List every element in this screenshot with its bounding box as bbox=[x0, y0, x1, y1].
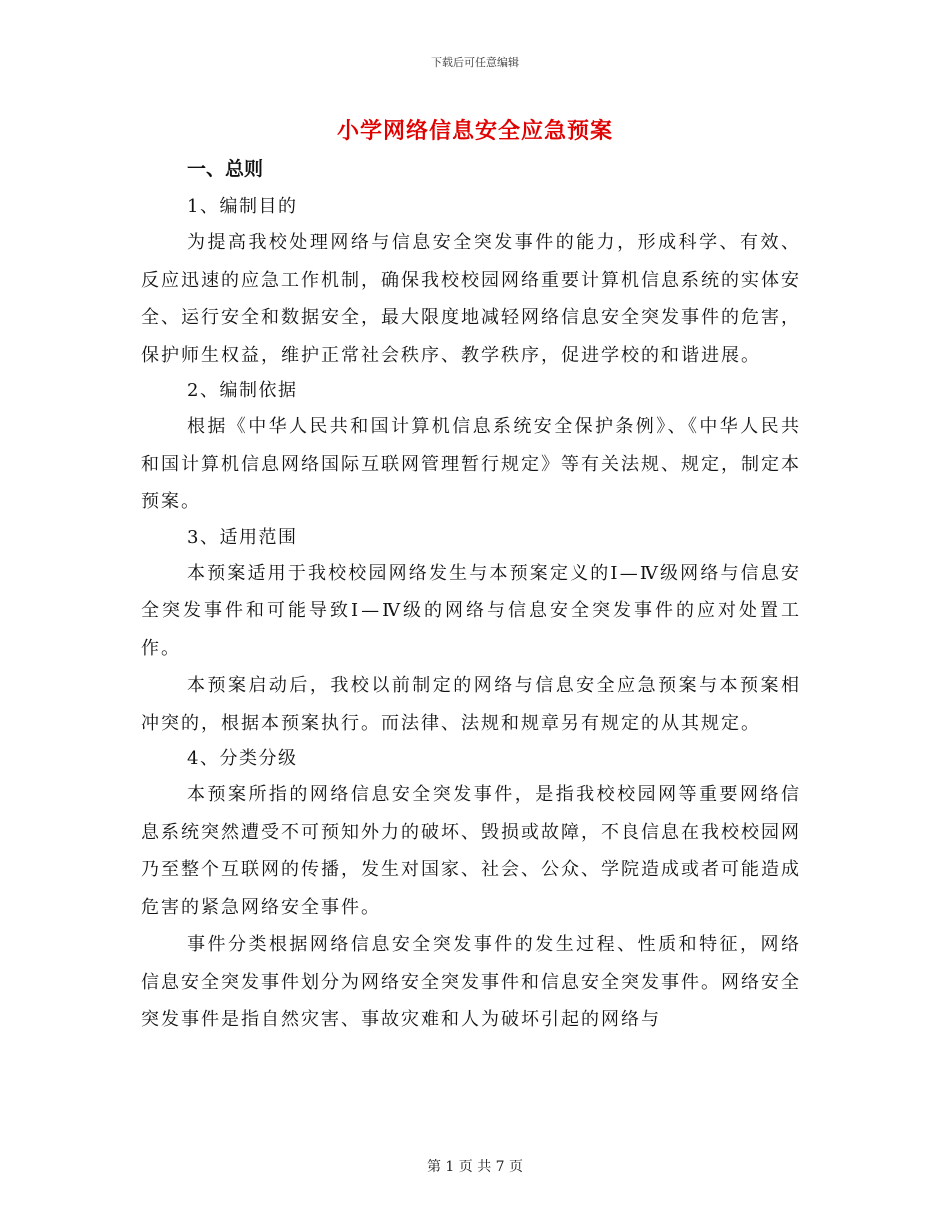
subsection-heading-scope: 3、适用范围 bbox=[187, 526, 298, 548]
header-note: 下载后可任意编辑 bbox=[431, 56, 519, 69]
subsection-heading-purpose: 1、编制目的 bbox=[187, 196, 298, 217]
page-number: 第 1 页 共 7 页 bbox=[426, 1159, 524, 1175]
subsection-heading-basis: 2、编制依据 bbox=[187, 380, 298, 401]
paragraph-purpose: 为提高我校处理网络与信息安全突发事件的能力，形成科学、有效、反应迅速的应急工作机制，确保我校校园网络重要计算机信息系统的实体安全、运行安全和数据安全，最大限度地减轻网络信息安全突发事件的危害，保护师生权益，维护正常社会秩序、教学秩序，促进学校的和谐进展。 bbox=[141, 232, 801, 366]
paragraph-basis: 根据《中华人民共和国计算机信息系统安全保护条例》、《中华人民共和国计算机信息网络国际互联网管理暂行规定》等有关法规、规定，制定本预案。 bbox=[141, 416, 801, 512]
document-title: 小学网络信息安全应急预案 bbox=[336, 118, 613, 144]
paragraph-scope-2: 本预案启动后，我校以前制定的网络与信息安全应急预案与本预案相冲突的，根据本预案执行。而法律、法规和规章另有规定的从其规定。 bbox=[141, 675, 801, 734]
paragraph-scope-1: 本预案适用于我校校园网络发生与本预案定义的Ⅰ—Ⅳ级网络与信息安全突发事件和可能导致Ⅰ—Ⅳ级的网络与信息安全突发事件的应对处置工作。 bbox=[141, 562, 801, 659]
paragraph-classification-2: 事件分类根据网络信息安全突发事件的发生过程、性质和特征，网络信息安全突发事件划分为网络安全突发事件和信息安全突发事件。网络安全突发事件是指自然灾害、事故灾难和人为破坏引起的网络与 bbox=[141, 934, 801, 1030]
document-body bbox=[141, 152, 801, 1039]
section-heading-general: 一、总则 bbox=[187, 158, 264, 180]
subsection-heading-classification: 4、分类分级 bbox=[187, 748, 298, 769]
paragraph-classification-1: 本预案所指的网络信息安全突发事件，是指我校校园网等重要网络信息系统突然遭受不可预知外力的破坏、毁损或故障，不良信息在我校校园网乃至整个互联网的传播，发生对国家、社会、公众、学院造成或者可能造成危害的紧急网络安全事件。 bbox=[141, 784, 801, 918]
